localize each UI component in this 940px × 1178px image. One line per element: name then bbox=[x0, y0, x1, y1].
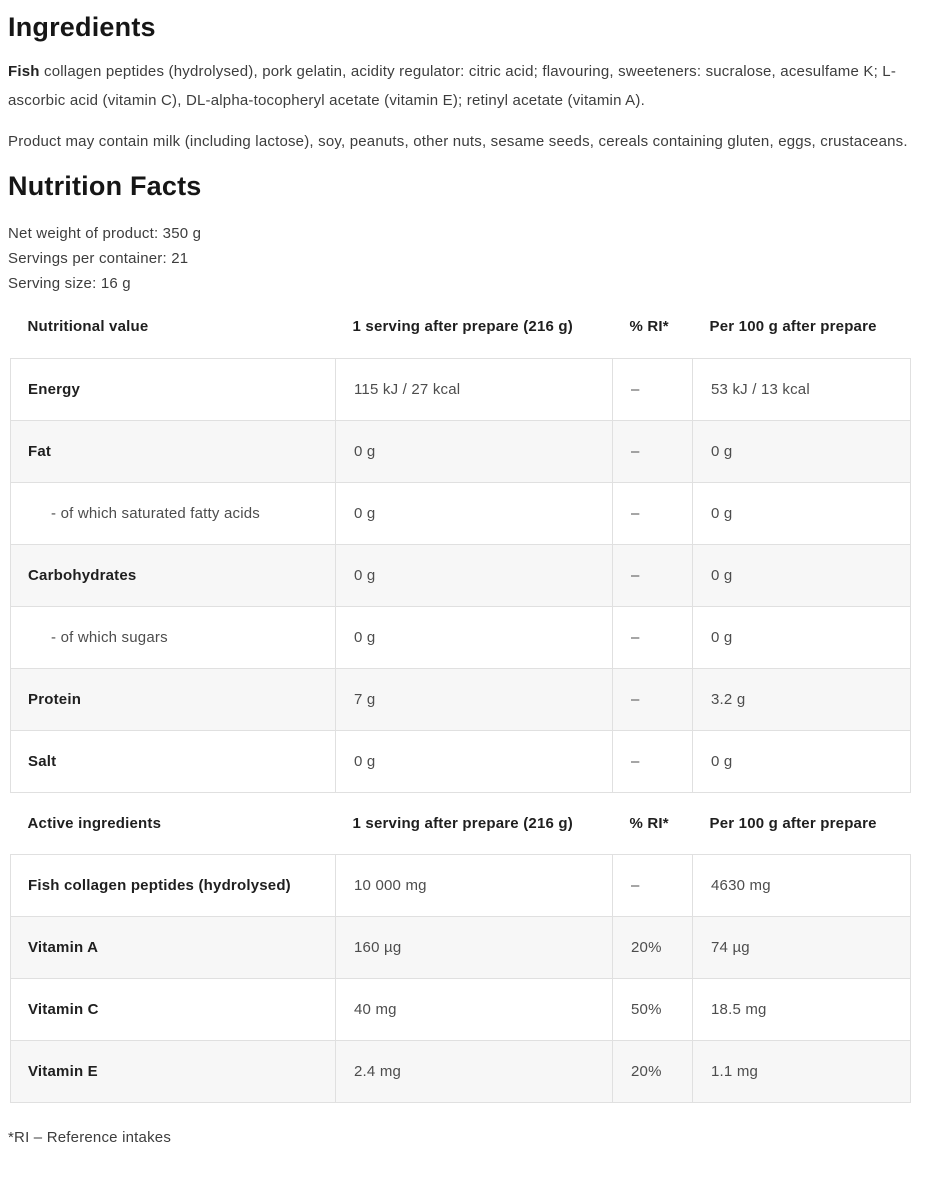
header-ri: % RI* bbox=[613, 793, 693, 855]
allergen-paragraph: Product may contain milk (including lactose), soy, peanuts, other nuts, sesame seeds, cereals containing gluten, eggs, crustaceans. bbox=[8, 133, 908, 150]
per100-value-cell: 0 g bbox=[693, 420, 911, 482]
nutrient-label-cell: Vitamin E bbox=[11, 1041, 336, 1103]
reference-intakes-footnote: *RI – Reference intakes bbox=[8, 1129, 172, 1146]
per100-value-cell: 3.2 g bbox=[693, 668, 911, 730]
per100-value-cell: 1.1 mg bbox=[693, 1041, 911, 1103]
nutrient-label-cell: Energy bbox=[11, 358, 336, 420]
serving-value-cell: 160 µg bbox=[336, 917, 613, 979]
nutrition-facts-heading: Nutrition Facts bbox=[8, 171, 202, 201]
nutrient-label-cell: Vitamin A bbox=[11, 917, 336, 979]
ri-value-cell: – bbox=[613, 420, 693, 482]
table-row bbox=[11, 420, 911, 482]
ri-value-cell: – bbox=[613, 544, 693, 606]
ri-value-cell: – bbox=[613, 606, 693, 668]
serving-value-cell: 10 000 mg bbox=[336, 855, 613, 917]
table-row bbox=[11, 730, 911, 792]
nutrient-label-cell: Fat bbox=[11, 420, 336, 482]
servings-per-container-line: Servings per container: 21 bbox=[8, 250, 189, 267]
active-ingredients-header-row bbox=[11, 793, 911, 855]
ingredients-text: collagen peptides (hydrolysed), pork gelatin, acidity regulator: citric acid; flavouring, sweeteners: sucralose, acesulfame K; L-ascorbic acid (vitamin C), DL-alpha-tocopheryl acetate (vitamin E); retinyl acetate (vitamin A). bbox=[8, 63, 897, 109]
ingredients-bold-lead: Fish bbox=[8, 63, 40, 80]
ingredients-paragraph bbox=[8, 57, 918, 115]
table-row bbox=[11, 606, 911, 668]
ri-value-cell: – bbox=[613, 668, 693, 730]
table-row bbox=[11, 668, 911, 730]
active-ingredients-table bbox=[10, 793, 911, 1104]
table-row bbox=[11, 482, 911, 544]
header-per-100g: Per 100 g after prepare bbox=[693, 793, 911, 855]
nutrient-label-cell: Carbohydrates bbox=[11, 544, 336, 606]
per100-value-cell: 0 g bbox=[693, 730, 911, 792]
ri-value-cell: 50% bbox=[613, 979, 693, 1041]
header-per-100g: Per 100 g after prepare bbox=[693, 296, 911, 358]
table-row bbox=[11, 855, 911, 917]
header-ri: % RI* bbox=[613, 296, 693, 358]
ingredients-heading: Ingredients bbox=[8, 12, 156, 42]
per100-value-cell: 0 g bbox=[693, 606, 911, 668]
ri-value-cell: – bbox=[613, 482, 693, 544]
nutrition-table-header-row bbox=[11, 296, 911, 358]
serving-value-cell: 0 g bbox=[336, 544, 613, 606]
ri-value-cell: 20% bbox=[613, 917, 693, 979]
nutrition-table-body bbox=[11, 358, 911, 792]
ri-value-cell: – bbox=[613, 855, 693, 917]
serving-value-cell: 0 g bbox=[336, 606, 613, 668]
per100-value-cell: 0 g bbox=[693, 482, 911, 544]
serving-value-cell: 7 g bbox=[336, 668, 613, 730]
ri-value-cell: 20% bbox=[613, 1041, 693, 1103]
serving-value-cell: 0 g bbox=[336, 420, 613, 482]
ri-value-cell: – bbox=[613, 730, 693, 792]
nutrition-table bbox=[10, 296, 911, 793]
nutrient-label-cell: Fish collagen peptides (hydrolysed) bbox=[11, 855, 336, 917]
net-weight-line: Net weight of product: 350 g bbox=[8, 225, 202, 242]
per100-value-cell: 4630 mg bbox=[693, 855, 911, 917]
serving-value-cell: 40 mg bbox=[336, 979, 613, 1041]
table-row bbox=[11, 1041, 911, 1103]
per100-value-cell: 0 g bbox=[693, 544, 911, 606]
nutrient-label-cell: - of which saturated fatty acids bbox=[11, 482, 336, 544]
per100-value-cell: 74 µg bbox=[693, 917, 911, 979]
nutrient-label-cell: Vitamin C bbox=[11, 979, 336, 1041]
header-nutritional-value: Nutritional value bbox=[11, 296, 336, 358]
serving-value-cell: 115 kJ / 27 kcal bbox=[336, 358, 613, 420]
per100-value-cell: 53 kJ / 13 kcal bbox=[693, 358, 911, 420]
nutrient-label-cell: - of which sugars bbox=[11, 606, 336, 668]
nutrient-label-cell: Salt bbox=[11, 730, 336, 792]
serving-value-cell: 0 g bbox=[336, 482, 613, 544]
nutrient-label-cell: Protein bbox=[11, 668, 336, 730]
header-active-ingredients: Active ingredients bbox=[11, 793, 336, 855]
table-row bbox=[11, 358, 911, 420]
header-serving: 1 serving after prepare (216 g) bbox=[336, 793, 613, 855]
table-row bbox=[11, 917, 911, 979]
serving-size-line: Serving size: 16 g bbox=[8, 275, 131, 292]
per100-value-cell: 18.5 mg bbox=[693, 979, 911, 1041]
ri-value-cell: – bbox=[613, 358, 693, 420]
active-ingredients-table-body bbox=[11, 855, 911, 1103]
serving-value-cell: 0 g bbox=[336, 730, 613, 792]
serving-info-block bbox=[8, 221, 932, 296]
table-row bbox=[11, 544, 911, 606]
table-row bbox=[11, 979, 911, 1041]
serving-value-cell: 2.4 mg bbox=[336, 1041, 613, 1103]
header-serving: 1 serving after prepare (216 g) bbox=[336, 296, 613, 358]
